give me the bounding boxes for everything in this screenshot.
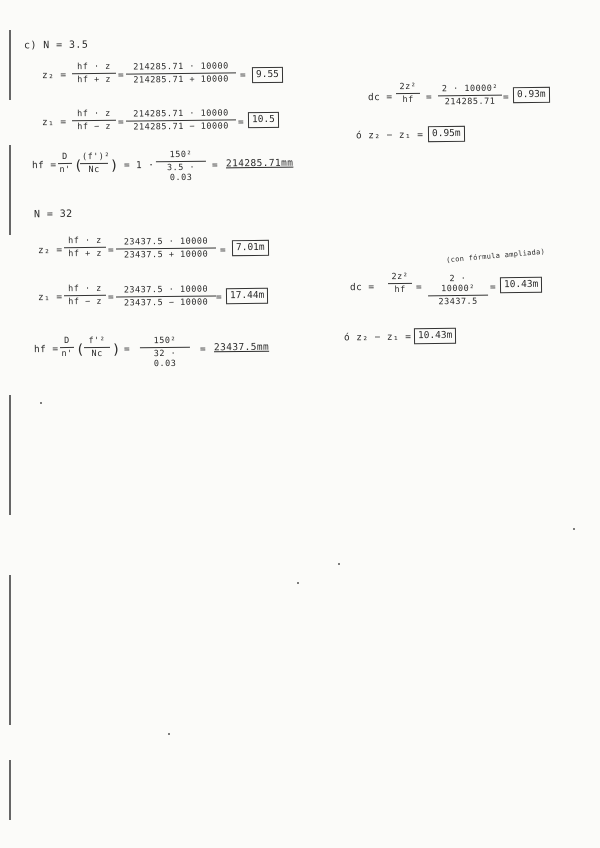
equals-sign: = <box>425 91 433 104</box>
z2-symbolic-fraction: $\frac{hf \cdot z}{hf + z}$ <box>72 62 116 85</box>
section-label: c) N = 3.5 <box>23 39 89 52</box>
z1-symbolic-fraction: $\frac{hf \cdot z}{hf - z}$ <box>72 109 116 132</box>
z2-symbolic-fraction: $\frac{hf \cdot z}{hf + z}$ <box>64 236 106 259</box>
equals-sign: = <box>123 159 131 172</box>
scan-speck <box>297 582 299 584</box>
z2-result-box: 7.01m <box>232 240 269 256</box>
equals-sign: = <box>123 343 131 356</box>
z-difference: ó z₂ − z₁ = <box>343 331 412 344</box>
hf-d-over-n: $\frac{D}{n'}$ <box>59 151 71 176</box>
equals-sign: = <box>215 291 223 304</box>
equals-sign: = <box>117 116 125 129</box>
formula-note: (con fórmula ampliada) <box>445 247 546 265</box>
hf-lhs: hf = <box>31 159 57 172</box>
paren-close: ) <box>109 157 119 175</box>
z2-lhs: z₂ = <box>37 244 63 257</box>
paren-close: ) <box>111 341 121 359</box>
z2-lhs: z₂ = <box>41 69 67 82</box>
scan-speck <box>573 528 575 530</box>
equals-sign: = <box>502 91 510 104</box>
scan-speck <box>40 402 42 404</box>
equals-sign: = <box>239 69 247 82</box>
left-margin-mark <box>9 395 11 515</box>
hf-result: 214285.71mm <box>225 157 294 170</box>
z1-numeric-fraction: $\frac{23437.5 \cdot 10000}{23437.5 - 10000}$ <box>116 284 216 308</box>
section-header-n32: N = 32 <box>33 208 73 221</box>
z-difference-result-box: 10.43m <box>414 328 456 344</box>
z2-numeric-fraction: $\frac{23437.5 \cdot 10000}{23437.5 + 10000}$ <box>116 236 216 260</box>
equals-sign: = <box>219 244 227 257</box>
dc-numeric-fraction: $\frac{\text{2 · 10000²}}{23437.5}$ <box>428 274 488 308</box>
left-margin-mark <box>9 30 11 100</box>
dc-result-box: 0.93m <box>513 87 550 103</box>
z1-lhs: z₁ = <box>41 116 67 129</box>
dc-symbolic-fraction: $\frac{\text{2z²}}{hf}$ <box>388 272 412 295</box>
left-margin-mark <box>9 575 11 725</box>
equals-sign: = <box>237 116 245 129</box>
z1-numeric-fraction: $\frac{214285.71 \cdot 10000}{214285.71 - 10000}$ <box>126 108 236 132</box>
z1-result-box: 17.44m <box>226 288 268 304</box>
z2-result-box: 9.55 <box>252 67 283 83</box>
z1-result-box: 10.5 <box>248 112 279 128</box>
z-difference-result-box: 0.95m <box>428 126 465 142</box>
equals-sign: = <box>489 281 497 294</box>
scan-speck <box>338 563 340 565</box>
z-difference: ó z₂ − z₁ = <box>355 129 424 142</box>
hf-paren-fraction: $\frac{\text{f'²}}{Nc}$ <box>84 336 110 359</box>
dc-symbolic-fraction: $\frac{\text{2z²}}{hf}$ <box>396 82 420 105</box>
dc-result-box: 10.43m <box>500 277 542 293</box>
z2-numeric-fraction: $\frac{214285.71 \cdot 10000}{214285.71 + 10000}$ <box>126 61 236 85</box>
z1-symbolic-fraction: $\frac{hf \cdot z}{hf - z}$ <box>64 284 106 307</box>
dc-numeric-fraction: $\frac{\text{2 · 10000²}}{214285.71}$ <box>438 84 502 108</box>
equals-sign: = <box>107 291 115 304</box>
dc-lhs: dc = <box>367 91 393 104</box>
left-margin-mark <box>9 145 11 235</box>
z1-lhs: z₁ = <box>37 291 63 304</box>
hf-one-factor: 1 · <box>135 159 155 172</box>
paren-open: ( <box>73 157 83 175</box>
hf-paren-fraction: $\frac{\text{(f')²}}{Nc}$ <box>81 151 111 176</box>
equals-sign: = <box>415 281 423 294</box>
hf-numeric-fraction: $\frac{\text{150²}}{32 \cdot 0.03}$ <box>140 336 190 370</box>
scan-speck <box>168 733 170 735</box>
equals-sign: = <box>117 69 125 82</box>
equals-sign: = <box>107 244 115 257</box>
hf-lhs: hf = <box>33 343 59 356</box>
paren-open: ( <box>75 341 85 359</box>
equals-sign: = <box>199 343 207 356</box>
left-margin-mark <box>9 760 11 820</box>
equals-sign: = <box>211 159 219 172</box>
dc-lhs: dc = <box>349 281 375 294</box>
hf-d-over-n: $\frac{D}{n'}$ <box>61 335 73 360</box>
hf-numeric-fraction: $\frac{\text{150²}}{3.5 \cdot 0.03}$ <box>156 150 206 184</box>
hf-result: 23437.5mm <box>213 341 270 354</box>
